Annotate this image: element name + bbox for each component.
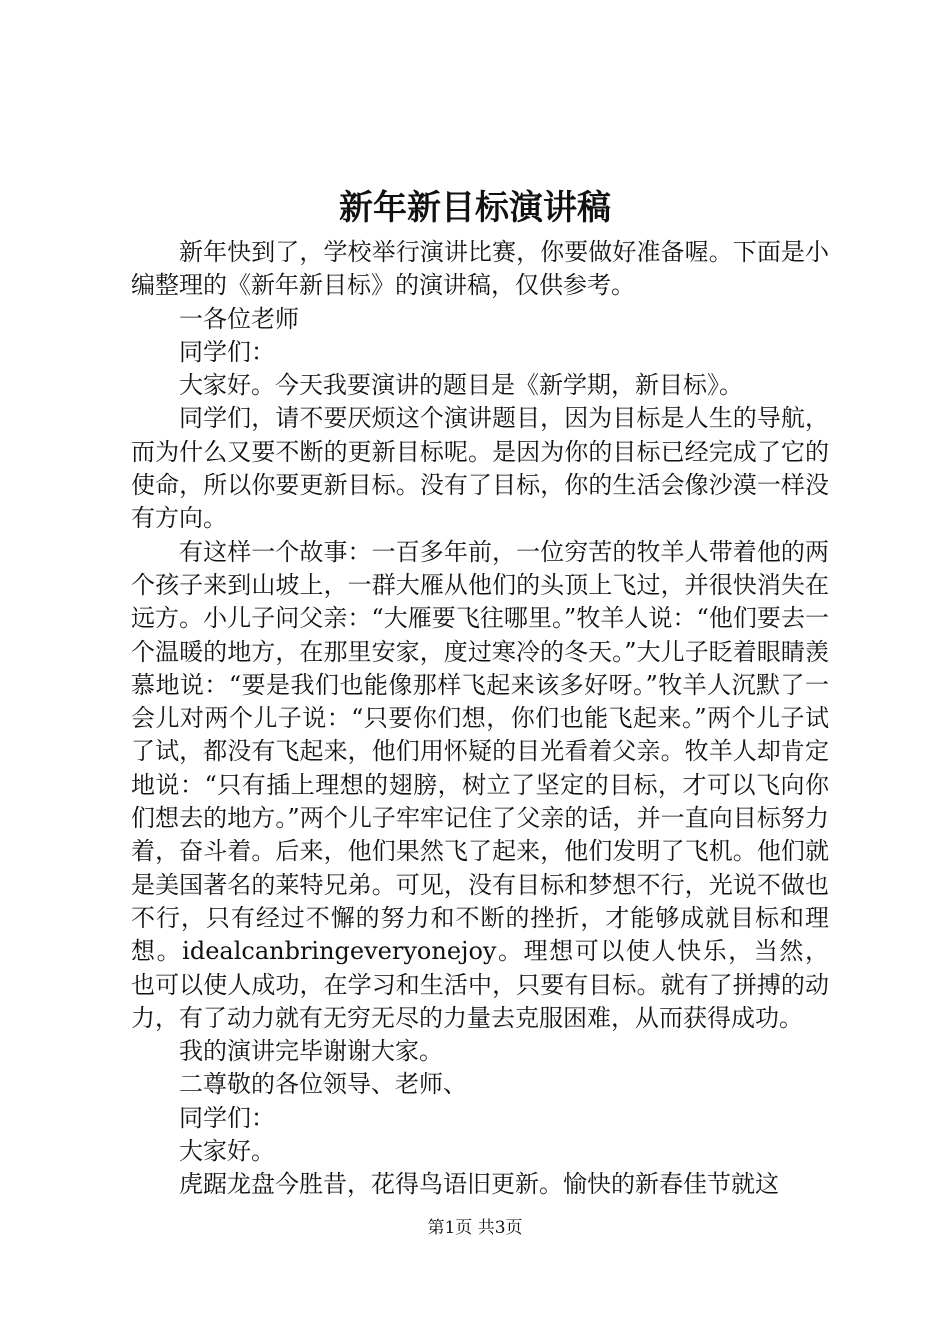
paragraph-salutation-teachers: 一各位老师 [179,304,299,333]
page-number-footer: 第1页 共3页 [427,1218,523,1238]
paragraph-salutation-students: 同学们： [179,337,275,366]
document-body [131,236,829,1202]
paragraph-salutation-leaders: 二尊敬的各位领导、老师、 [179,1070,467,1099]
paragraph-greeting-2: 大家好。 [179,1137,275,1166]
document-title: 新年新目标演讲稿 [339,188,611,228]
paragraph-intro: 新年快到了，学校举行演讲比赛，你要做好准备喔。下面是小编整理的《新年新目标》的演讲稿，仅供参考。 [131,238,829,300]
paragraph-greeting: 大家好。今天我要演讲的题目是《新学期，新目标》。 [179,371,743,400]
paragraph-salutation-students-2: 同学们： [179,1103,275,1132]
paragraph-goal-navigation: 同学们，请不要厌烦这个演讲题目，因为目标是人生的导航，而为什么又要不断的更新目标呢。是因为你的目标已经完成了它的使命，所以你要更新目标。没有了目标，你的生活会像沙漠一样没有方向。 [131,404,829,533]
paragraph-closing: 我的演讲完毕谢谢大家。 [179,1037,443,1066]
paragraph-new-year: 虎踞龙盘今胜昔，花得鸟语旧更新。愉快的新春佳节就这 [179,1170,779,1199]
paragraph-story: 有这样一个故事：一百多年前，一位穷苦的牧羊人带着他的两个孩子来到山坡上，一群大雁从他们的头顶上飞过，并很快消失在远方。小儿子问父亲：“大雁要飞往哪里。”牧羊人说：“他们要去一个温暖的地方，在那里安家，度过寒冷的冬天。”大儿子眨着眼睛羡慕地说：“要是我们也能像那样飞起来该多好呀。”牧羊人沉默了一会儿对两个儿子说：“只要你们想，你们也能飞起来。”两个儿子试了试，都没有飞起来，他们用怀疑的目光看着父亲。牧羊人却肯定地说：“只有插上理想的翅膀，树立了坚定的目标，才可以飞向你们想去的地方。”两个儿子牢牢记住了父亲的话，并一直向目标努力着，奋斗着。后来，他们果然飞了起来，他们发明了飞机。他们就是美国著名的莱特兄弟。可见，没有目标和梦想不行，光说不做也不行，只有经过不懈的努力和不断的挫折，才能够成就目标和理想。idealcanbringeveryonejoy。理想可以使人快乐，当然，也可以使人成功，在学习和生活中，只要有目标。就有了拼搏的动力，有了动力就有无穷无尽的力量去克服困难，从而获得成功。 [131,537,829,1032]
